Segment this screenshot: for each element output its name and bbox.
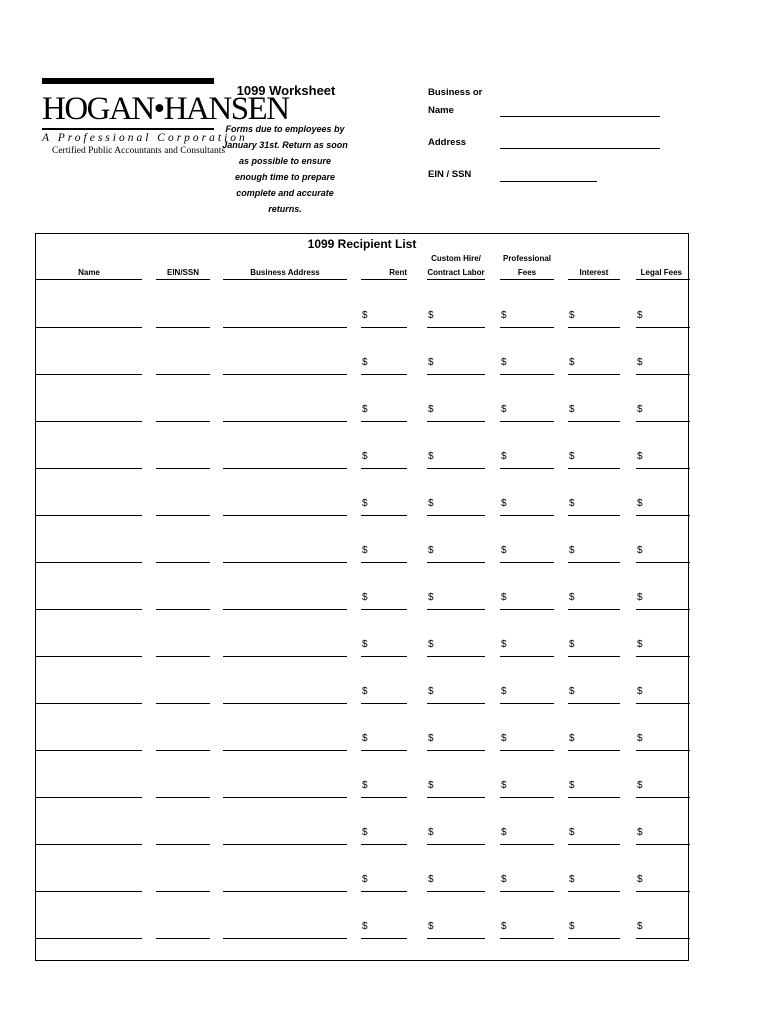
legal-fees-entry-field[interactable]	[636, 468, 690, 469]
dollar-sign: $	[362, 357, 368, 368]
col-address-underline	[223, 279, 347, 280]
rent-entry-field[interactable]	[361, 609, 407, 610]
recipient-list-table	[35, 233, 689, 961]
ein-entry-field[interactable]	[156, 468, 210, 469]
rent-entry-field[interactable]	[361, 750, 407, 751]
rent-entry-field[interactable]	[361, 421, 407, 422]
dollar-sign: $	[428, 310, 434, 321]
table-row	[36, 752, 688, 799]
name-entry-field[interactable]	[36, 468, 142, 469]
table-row	[36, 564, 688, 611]
dollar-sign: $	[501, 686, 507, 697]
table-row	[36, 658, 688, 705]
col-custom-hire-underline	[427, 279, 485, 280]
table-row	[36, 376, 688, 423]
dollar-sign: $	[501, 404, 507, 415]
address-entry-field[interactable]	[223, 844, 347, 845]
ein-entry-field[interactable]	[156, 327, 210, 328]
custom-hire-entry-field[interactable]	[427, 421, 485, 422]
dollar-sign: $	[637, 686, 643, 697]
dollar-sign: $	[362, 780, 368, 791]
address-entry-field[interactable]	[223, 750, 347, 751]
legal-fees-entry-field[interactable]	[636, 656, 690, 657]
dollar-sign: $	[428, 827, 434, 838]
dollar-sign: $	[501, 639, 507, 650]
ein-entry-field[interactable]	[156, 374, 210, 375]
interest-entry-field[interactable]	[568, 515, 620, 516]
professional-fees-entry-field[interactable]	[500, 703, 554, 704]
rent-entry-field[interactable]	[361, 327, 407, 328]
dollar-sign: $	[428, 921, 434, 932]
professional-fees-entry-field[interactable]	[500, 327, 554, 328]
rent-entry-field[interactable]	[361, 938, 407, 939]
dollar-sign: $	[428, 686, 434, 697]
professional-fees-entry-field[interactable]	[500, 515, 554, 516]
col-interest-underline	[568, 279, 620, 280]
interest-entry-field[interactable]	[568, 609, 620, 610]
dollar-sign: $	[501, 780, 507, 791]
dollar-sign: $	[362, 545, 368, 556]
name-entry-field[interactable]	[36, 656, 142, 657]
legal-fees-entry-field[interactable]	[636, 421, 690, 422]
name-entry-field[interactable]	[36, 938, 142, 939]
dollar-sign: $	[637, 310, 643, 321]
custom-hire-entry-field[interactable]	[427, 374, 485, 375]
logo-tagline: A Professional Corporation	[42, 132, 248, 144]
logo-top-bar	[42, 78, 214, 84]
dollar-sign: $	[362, 404, 368, 415]
rent-entry-field[interactable]	[361, 844, 407, 845]
legal-fees-entry-field[interactable]	[636, 844, 690, 845]
dollar-sign: $	[637, 639, 643, 650]
dollar-sign: $	[501, 451, 507, 462]
dollar-sign: $	[362, 639, 368, 650]
name-entry-field[interactable]	[36, 891, 142, 892]
dollar-sign: $	[362, 827, 368, 838]
col-legal-fees: Legal Fees	[640, 268, 682, 277]
rent-entry-field[interactable]	[361, 562, 407, 563]
dollar-sign: $	[428, 451, 434, 462]
col-ein-underline	[156, 279, 210, 280]
interest-entry-field[interactable]	[568, 797, 620, 798]
ein-entry-field[interactable]	[156, 844, 210, 845]
ein-entry-field[interactable]	[156, 421, 210, 422]
dollar-sign: $	[428, 498, 434, 509]
professional-fees-entry-field[interactable]	[500, 562, 554, 563]
professional-fees-entry-field[interactable]	[500, 609, 554, 610]
professional-fees-entry-field[interactable]	[500, 468, 554, 469]
legal-fees-entry-field[interactable]	[636, 750, 690, 751]
custom-hire-entry-field[interactable]	[427, 750, 485, 751]
dollar-sign: $	[569, 874, 575, 885]
custom-hire-entry-field[interactable]	[427, 468, 485, 469]
business-or-label: Business or	[428, 87, 483, 98]
name-entry-field[interactable]	[36, 797, 142, 798]
ein-ssn-field[interactable]	[500, 181, 597, 182]
dollar-sign: $	[637, 451, 643, 462]
name-entry-field[interactable]	[36, 327, 142, 328]
name-entry-field[interactable]	[36, 750, 142, 751]
table-row	[36, 846, 688, 893]
col-interest: Interest	[579, 268, 609, 277]
custom-hire-entry-field[interactable]	[427, 703, 485, 704]
dollar-sign: $	[569, 404, 575, 415]
col-name-underline	[36, 279, 142, 280]
name-entry-field[interactable]	[36, 374, 142, 375]
legal-fees-entry-field[interactable]	[636, 797, 690, 798]
ein-entry-field[interactable]	[156, 938, 210, 939]
interest-entry-field[interactable]	[568, 891, 620, 892]
ein-ssn-label: EIN / SSN	[428, 169, 472, 180]
dollar-sign: $	[501, 498, 507, 509]
dollar-sign: $	[501, 874, 507, 885]
name-entry-field[interactable]	[36, 844, 142, 845]
legal-fees-entry-field[interactable]	[636, 609, 690, 610]
col-professional-line2: Fees	[517, 268, 537, 277]
dollar-sign: $	[569, 921, 575, 932]
dollar-sign: $	[637, 404, 643, 415]
dollar-sign: $	[362, 498, 368, 509]
ein-entry-field[interactable]	[156, 609, 210, 610]
name-entry-field[interactable]	[36, 609, 142, 610]
col-custom-hire-line1: Custom Hire/	[431, 254, 481, 263]
dollar-sign: $	[637, 780, 643, 791]
dollar-sign: $	[501, 827, 507, 838]
due-notice: Forms due to employees by January 31st. Return as soon as possible to ensure enough time to prepare complete and accurate returns.	[222, 124, 348, 214]
address-label: Address	[428, 137, 467, 148]
custom-hire-entry-field[interactable]	[427, 609, 485, 610]
address-entry-field[interactable]	[223, 468, 347, 469]
rent-entry-field[interactable]	[361, 797, 407, 798]
business-name-field[interactable]	[500, 116, 660, 117]
custom-hire-entry-field[interactable]	[427, 327, 485, 328]
address-entry-field[interactable]	[223, 703, 347, 704]
table-row	[36, 329, 688, 376]
custom-hire-entry-field[interactable]	[427, 938, 485, 939]
address-entry-field[interactable]	[223, 891, 347, 892]
professional-fees-entry-field[interactable]	[500, 750, 554, 751]
col-legal-fees-underline	[636, 279, 690, 280]
address-entry-field[interactable]	[223, 656, 347, 657]
dollar-sign: $	[428, 733, 434, 744]
dollar-sign: $	[501, 592, 507, 603]
dollar-sign: $	[569, 780, 575, 791]
rent-entry-field[interactable]	[361, 891, 407, 892]
dollar-sign: $	[501, 921, 507, 932]
custom-hire-entry-field[interactable]	[427, 515, 485, 516]
legal-fees-entry-field[interactable]	[636, 703, 690, 704]
rent-entry-field[interactable]	[361, 374, 407, 375]
dollar-sign: $	[428, 639, 434, 650]
professional-fees-entry-field[interactable]	[500, 938, 554, 939]
dollar-sign: $	[569, 639, 575, 650]
dollar-sign: $	[362, 686, 368, 697]
ein-entry-field[interactable]	[156, 891, 210, 892]
col-rent: Rent	[389, 268, 407, 277]
worksheet-title: 1099 Worksheet	[236, 83, 336, 98]
dollar-sign: $	[569, 357, 575, 368]
col-rent-underline	[361, 279, 407, 280]
dollar-sign: $	[362, 921, 368, 932]
rent-entry-field[interactable]	[361, 515, 407, 516]
ein-entry-field[interactable]	[156, 562, 210, 563]
custom-hire-entry-field[interactable]	[427, 844, 485, 845]
address-entry-field[interactable]	[223, 374, 347, 375]
professional-fees-entry-field[interactable]	[500, 656, 554, 657]
dollar-sign: $	[637, 545, 643, 556]
legal-fees-entry-field[interactable]	[636, 938, 690, 939]
custom-hire-entry-field[interactable]	[427, 562, 485, 563]
legal-fees-entry-field[interactable]	[636, 515, 690, 516]
logo-subtitle: Certified Public Accountants and Consultants	[52, 146, 226, 156]
dollar-sign: $	[637, 874, 643, 885]
legal-fees-entry-field[interactable]	[636, 562, 690, 563]
rent-entry-field[interactable]	[361, 656, 407, 657]
dollar-sign: $	[428, 592, 434, 603]
dollar-sign: $	[428, 357, 434, 368]
col-address: Business Address	[250, 268, 320, 277]
col-custom-hire-line2: Contract Labor	[427, 268, 485, 277]
dollar-sign: $	[501, 545, 507, 556]
ein-entry-field[interactable]	[156, 797, 210, 798]
ein-entry-field[interactable]	[156, 703, 210, 704]
dollar-sign: $	[362, 874, 368, 885]
interest-entry-field[interactable]	[568, 656, 620, 657]
dollar-sign: $	[428, 545, 434, 556]
table-row	[36, 799, 688, 846]
dollar-sign: $	[637, 733, 643, 744]
professional-fees-entry-field[interactable]	[500, 844, 554, 845]
professional-fees-entry-field[interactable]	[500, 797, 554, 798]
name-entry-field[interactable]	[36, 421, 142, 422]
dollar-sign: $	[569, 310, 575, 321]
address-entry-field[interactable]	[223, 797, 347, 798]
dollar-sign: $	[428, 404, 434, 415]
name-entry-field[interactable]	[36, 703, 142, 704]
table-row	[36, 282, 688, 329]
business-name-label: Name	[428, 105, 454, 116]
professional-fees-entry-field[interactable]	[500, 421, 554, 422]
ein-entry-field[interactable]	[156, 515, 210, 516]
dollar-sign: $	[569, 686, 575, 697]
logo-rule	[42, 128, 214, 130]
dollar-sign: $	[569, 545, 575, 556]
custom-hire-entry-field[interactable]	[427, 797, 485, 798]
dollar-sign: $	[569, 498, 575, 509]
table-row	[36, 611, 688, 658]
legal-fees-entry-field[interactable]	[636, 327, 690, 328]
dollar-sign: $	[428, 874, 434, 885]
address-field[interactable]	[500, 148, 660, 149]
dollar-sign: $	[637, 357, 643, 368]
table-row	[36, 423, 688, 470]
dollar-sign: $	[362, 733, 368, 744]
interest-entry-field[interactable]	[568, 327, 620, 328]
dollar-sign: $	[637, 498, 643, 509]
ein-entry-field[interactable]	[156, 750, 210, 751]
address-entry-field[interactable]	[223, 562, 347, 563]
rent-entry-field[interactable]	[361, 468, 407, 469]
table-row	[36, 517, 688, 564]
dollar-sign: $	[637, 827, 643, 838]
table-row	[36, 470, 688, 517]
name-entry-field[interactable]	[36, 562, 142, 563]
interest-entry-field[interactable]	[568, 468, 620, 469]
dollar-sign: $	[428, 780, 434, 791]
interest-entry-field[interactable]	[568, 703, 620, 704]
interest-entry-field[interactable]	[568, 844, 620, 845]
address-entry-field[interactable]	[223, 421, 347, 422]
interest-entry-field[interactable]	[568, 938, 620, 939]
col-name: Name	[78, 268, 100, 277]
address-entry-field[interactable]	[223, 327, 347, 328]
col-professional-underline	[500, 279, 554, 280]
col-professional-line1: Professional	[502, 254, 551, 263]
logo-name: HOGAN•HANSEN	[42, 91, 289, 127]
dollar-sign: $	[501, 357, 507, 368]
dollar-sign: $	[362, 310, 368, 321]
name-entry-field[interactable]	[36, 515, 142, 516]
dollar-sign: $	[501, 310, 507, 321]
legal-fees-entry-field[interactable]	[636, 891, 690, 892]
address-entry-field[interactable]	[223, 515, 347, 516]
table-row	[36, 893, 688, 940]
dollar-sign: $	[501, 733, 507, 744]
dollar-sign: $	[569, 827, 575, 838]
custom-hire-entry-field[interactable]	[427, 656, 485, 657]
dollar-sign: $	[569, 451, 575, 462]
col-ein: EIN/SSN	[166, 268, 199, 277]
dollar-sign: $	[362, 592, 368, 603]
dollar-sign: $	[637, 592, 643, 603]
interest-entry-field[interactable]	[568, 562, 620, 563]
address-entry-field[interactable]	[223, 938, 347, 939]
legal-fees-entry-field[interactable]	[636, 374, 690, 375]
ein-entry-field[interactable]	[156, 656, 210, 657]
dollar-sign: $	[569, 592, 575, 603]
dollar-sign: $	[569, 733, 575, 744]
interest-entry-field[interactable]	[568, 750, 620, 751]
table-row	[36, 705, 688, 752]
address-entry-field[interactable]	[223, 609, 347, 610]
recipient-list-title: 1099 Recipient List	[307, 237, 417, 251]
interest-entry-field[interactable]	[568, 421, 620, 422]
custom-hire-entry-field[interactable]	[427, 891, 485, 892]
interest-entry-field[interactable]	[568, 374, 620, 375]
professional-fees-entry-field[interactable]	[500, 891, 554, 892]
dollar-sign: $	[362, 451, 368, 462]
dollar-sign: $	[637, 921, 643, 932]
rent-entry-field[interactable]	[361, 703, 407, 704]
professional-fees-entry-field[interactable]	[500, 374, 554, 375]
